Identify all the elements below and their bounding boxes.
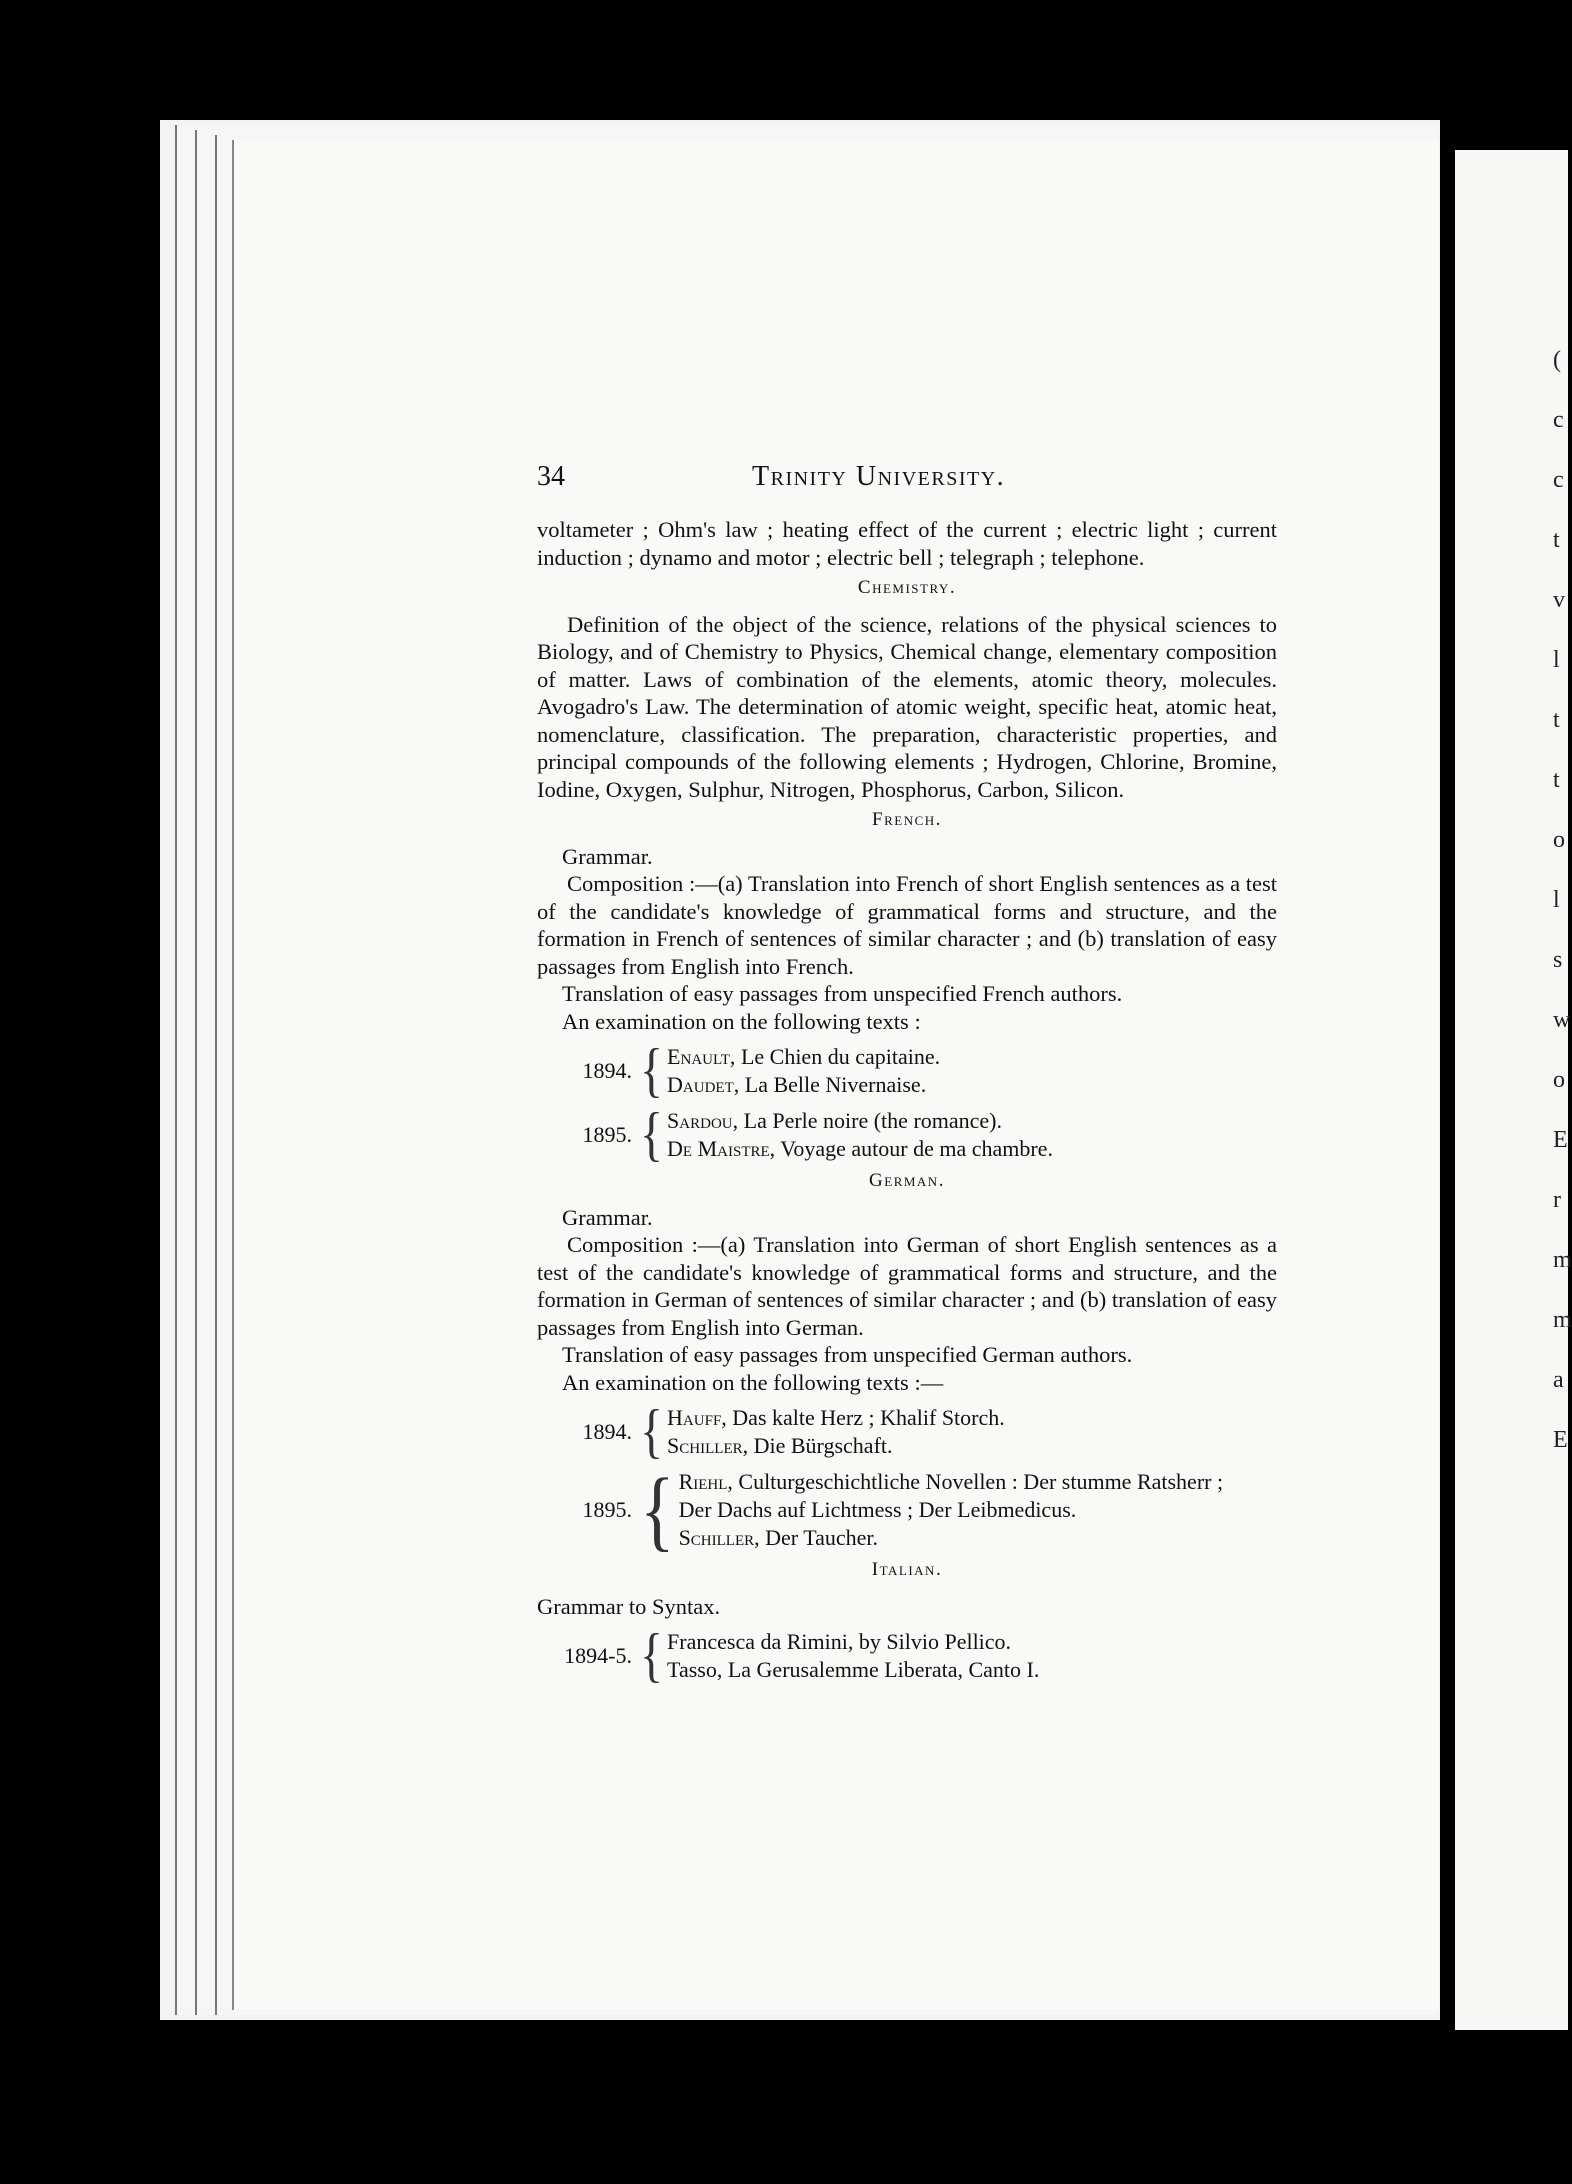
body-text xyxy=(537,516,1277,1688)
text-list xyxy=(667,1043,940,1099)
author: Schiller, xyxy=(678,1525,760,1550)
adjacent-page-fragment: t xyxy=(1553,767,1560,793)
chemistry-heading: Chemistry. xyxy=(857,577,957,598)
title: Le Chien du capitaine. xyxy=(740,1044,941,1069)
text-year-group xyxy=(537,1622,1277,1689)
text-entry xyxy=(667,1107,1053,1135)
french-texts xyxy=(537,1037,1277,1168)
german-composition: Composition :—(a) Translation into German of short English sentences as a test of the candidate's knowledge of grammatical forms and structure, and the formation in German of sentences of similar character ; and (b) translation of easy passages from English into German. xyxy=(537,1232,1277,1340)
text-year-group xyxy=(537,1101,1277,1168)
french-heading: French. xyxy=(872,809,942,830)
title: Culturgeschichtliche Novellen : Der stumme Ratsherr ; Der Dachs auf Lichtmess ; Der Leibmedicus. xyxy=(678,1469,1224,1522)
german-grammar: Grammar. xyxy=(562,1204,653,1230)
page-header xyxy=(537,461,1277,501)
author: Schiller, xyxy=(667,1433,749,1458)
author: Daudet, xyxy=(667,1072,740,1097)
adjacent-page-fragment: E xyxy=(1553,1127,1568,1153)
italian-grammar: Grammar to Syntax. xyxy=(537,1593,721,1619)
text-year-group xyxy=(537,1398,1277,1465)
adjacent-page-fragment: t xyxy=(1553,527,1560,553)
text-list xyxy=(679,1468,1259,1552)
year-label: 1894-5. xyxy=(564,1643,632,1669)
text-list xyxy=(667,1628,1039,1684)
adjacent-page-fragment: o xyxy=(1553,827,1565,853)
adjacent-page-fragment: l xyxy=(1553,647,1560,673)
adjacent-page-fragment: a xyxy=(1553,1367,1564,1393)
title: La Belle Nivernaise. xyxy=(744,1072,927,1097)
text-list xyxy=(667,1404,1005,1460)
intro-paragraph: voltameter ; Ohm's law ; heating effect of the current ; electric light ; current induction ; dynamo and motor ; electric bell ; telegraph ; telephone. xyxy=(537,517,1277,570)
german-exam-intro: An examination on the following texts :— xyxy=(562,1369,944,1395)
brace: { xyxy=(640,1398,664,1465)
adjacent-page-fragment: r xyxy=(1553,1187,1561,1213)
brace: { xyxy=(640,1101,664,1168)
title: Das kalte Herz ; Khalif Storch. xyxy=(732,1405,1005,1430)
italian-heading: Italian. xyxy=(871,1559,943,1580)
adjacent-page-fragment: c xyxy=(1553,407,1564,433)
author: Sardou, xyxy=(667,1108,739,1133)
brace: { xyxy=(640,1622,664,1689)
page-number: 34 xyxy=(537,461,565,492)
year-label: 1894. xyxy=(582,1419,632,1445)
author: Enault, xyxy=(667,1044,736,1069)
title: La Perle noire (the romance). xyxy=(743,1108,1002,1133)
text-entry: Francesca da Rimini, by Silvio Pellico. xyxy=(667,1629,1012,1654)
book-page xyxy=(232,140,1439,2010)
text-entry xyxy=(667,1043,940,1071)
adjacent-page xyxy=(1455,150,1568,2030)
text-entry xyxy=(667,1071,940,1099)
adjacent-page-fragment: m xyxy=(1553,1307,1572,1333)
author: Riehl, xyxy=(678,1469,733,1494)
text-entry xyxy=(667,1404,1005,1432)
text-entry xyxy=(679,1468,1259,1524)
adjacent-page-fragment: w xyxy=(1553,1007,1571,1033)
adjacent-page-fragment: l xyxy=(1553,887,1560,913)
adjacent-page-fragment: c xyxy=(1553,467,1564,493)
text-entry xyxy=(667,1135,1053,1163)
adjacent-page-fragment: s xyxy=(1553,947,1563,973)
text-entry: Tasso, La Gerusalemme Liberata, Canto I. xyxy=(667,1657,1040,1682)
author: Hauff, xyxy=(667,1405,727,1430)
title: Der Taucher. xyxy=(765,1525,879,1550)
brace: { xyxy=(640,1037,664,1104)
adjacent-page-fragment: t xyxy=(1553,707,1560,733)
adjacent-page-fragment: v xyxy=(1553,587,1565,613)
title: Die Bürgschaft. xyxy=(753,1433,893,1458)
italian-texts xyxy=(537,1622,1277,1689)
year-label: 1894. xyxy=(582,1058,632,1084)
french-composition: Composition :—(a) Translation into French of short English sentences as a test of the candidate's knowledge of grammatical forms and structure, and the formation in French of sentences of similar character ; and (b) translation of easy passages from English into French. xyxy=(537,871,1277,979)
year-label: 1895. xyxy=(582,1122,632,1148)
french-translation: Translation of easy passages from unspecified French authors. xyxy=(562,981,1123,1006)
text-list xyxy=(667,1107,1053,1163)
german-texts xyxy=(537,1398,1277,1560)
adjacent-page-fragment: E xyxy=(1553,1427,1568,1453)
french-grammar: Grammar. xyxy=(562,843,653,869)
brace: { xyxy=(640,1460,675,1560)
author: De Maistre, xyxy=(667,1136,776,1161)
german-translation: Translation of easy passages from unspecified German authors. xyxy=(562,1342,1133,1367)
adjacent-page-fragments xyxy=(1553,330,1572,1470)
title: Voyage autour de ma chambre. xyxy=(780,1136,1053,1161)
text-entry xyxy=(679,1524,1259,1552)
french-exam-intro: An examination on the following texts : xyxy=(562,1008,921,1034)
text-year-group xyxy=(537,1037,1277,1104)
text-entry xyxy=(667,1432,1005,1460)
text-year-group xyxy=(537,1460,1277,1560)
adjacent-page-fragment: ( xyxy=(1553,347,1561,373)
adjacent-page-fragment: m xyxy=(1553,1247,1572,1273)
running-head: Trinity University. xyxy=(752,461,1006,492)
adjacent-page-fragment: o xyxy=(1553,1067,1565,1093)
german-heading: German. xyxy=(869,1170,945,1191)
chemistry-paragraph: Definition of the object of the science, relations of the physical sciences to Biology, and of Chemistry to Physics, Chemical change, elementary composition of matter. Laws of combination of the elements, atomic theory, molecules. Avogadro's Law. The determination of atomic weight, specific heat, atomic heat, nomenclature, classification. The preparation, characteristic properties, and principal compounds of the following elements ; Hydrogen, Chlorine, Bromine, Iodine, Oxygen, Sulphur, Nitrogen, Phosphorus, Carbon, Silicon. xyxy=(537,611,1277,802)
year-label: 1895. xyxy=(582,1497,632,1523)
